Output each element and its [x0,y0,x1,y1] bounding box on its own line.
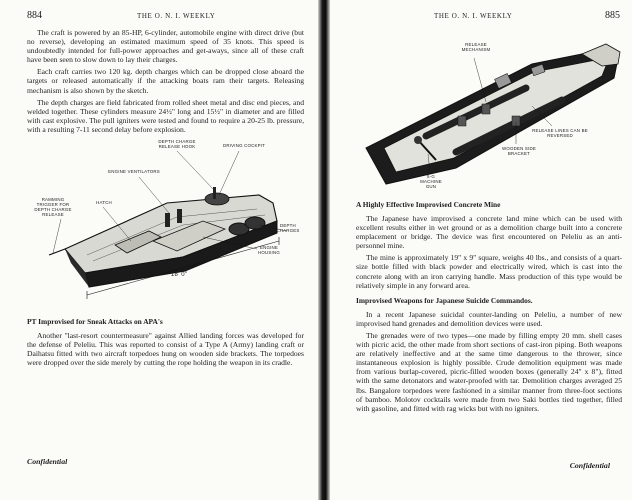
book-gutter [318,0,330,500]
right-page [330,0,632,500]
running-head-left [27,12,304,28]
label-release-mechanism: RELEASE MECHANISM [461,42,491,52]
suicide-boat-drawing [27,137,303,311]
paragraph: The depth charges are field fabricated from rolled sheet metal and disc end pieces, and welded together. These cylinders measure 24½" long and 15½" in diameter and are filled with cast explosive. The pull igniters were tested and found to require a 20-25 lb. pressure, with a resulting 7-11 second delay before explosion. [27,97,304,134]
label-hatch: HATCH [96,200,112,206]
label-machine-gun: 5-G MACHINE GUN [420,174,442,189]
label-engine-housing: ENGINE HOUSING [258,245,280,256]
paragraph: The Japanese have improvised a concrete land mine which can be used with excellent results either in wet ground or as a demolition charge built into a concrete emplacement or bridge. The device was first encountered on Peleliu as an anti-personnel mine. [356,214,622,251]
label-depth-charge-release-hook: DEPTH CHARGE RELEASE HOOK [158,139,196,150]
paragraph: Another "last-resort countermeasure" against Allied landing forces was developed for the defense of Peleliu. This was reported to consist of a Type A (Army) landing craft or Daihatsu fitted with two aircraft torpedoes hung on wooden side brackets. The torpedoes were dropped over the side merely by cutting the rope holding the weapon in its cradle. [27,331,304,368]
paragraph: The mine is approximately 19" x 9" square, weighs 40 lbs., and consists of a quart-size bottle filled with black powder and electrically wired, which is cast into the concrete along with an iron carrying handle. Mass production of this type would be relatively simple in any forward area. [356,253,622,290]
running-head-right [356,12,622,28]
running-title-right: THE O. N. I. WEEKLY [434,12,513,20]
label-driving-cockpit: DRIVING COCKPIT [222,143,266,149]
label-release-lines: RELEASE LINES CAN BE REVERSED [532,128,588,138]
section-heading-pt: PT Improvised for Sneak Attacks on APA's [27,317,163,327]
section-heading-concrete-mine: A Highly Effective Improvised Concrete Mine [356,200,501,209]
paragraph: The grenades were of two types—one made by filling empty 20 mm. shell cases with picric acid, the other made from short sections of cast-iron piping. Both weapons are relatively ineffective and at the same time dangerous to the thrower, since instantaneous explosion is highly possible. Crude demolition equipment was made from various burlap-covered, picric-filled wooden boxes (generally 24" x 8"), fitted with the same detonators and water-proofed with tar. Demolition charges averaged 25 lbs. Bangalore torpedoes were fashioned in a similar manner from three-foot sections of bamboo. Molotov cocktails were made from two Saki bottles tied together, filled with gasoline, and fitted with rag wicks but with no igniters. [356,330,622,413]
landing-craft-figure [356,36,622,194]
landing-craft-drawing [356,36,622,194]
page-number-right: 885 [605,10,620,21]
paragraph: The craft is powered by an 85-HP, 6-cylinder, automobile engine with direct drive (but no reverse), developing an estimated maximum speed of 35 knots. This speed is undoubtedly intended for full-power approaches and get-aways, since all of these craft have been seen to slow down to lay their charges. [27,28,304,65]
label-length: 18' 0" [170,272,188,279]
label-wooden-side-bracket: WOODEN SIDE BRACKET [502,146,536,156]
label-depth-charges: DEPTH CHARGES [276,223,300,234]
footer-confidential-left: Confidential [27,457,68,466]
paragraph: Each craft carries two 120 kg. depth charges which can be dropped close aboard the targets or released automatically if the attacking boats ram their targets. Releasing mechanism is also shown by the sketch. [27,67,304,95]
page-number-left: 884 [27,10,42,21]
paragraph: In a recent Japanese suicidal counter-landing on Peleliu, a number of new improvised hand grenades and demolition devices were used. [356,309,622,328]
suicide-boat-figure [27,137,304,311]
running-title-left: THE O. N. I. WEEKLY [137,12,216,20]
section-heading-suicide-commandos: Improvised Weapons for Japanese Suicide Commandos. [356,295,533,305]
label-engine-ventilators: ENGINE VENTILATORS [108,169,160,175]
footer-confidential-right: Confidential [569,461,610,470]
label-ramming-trigger: RAMMING TRIGGER FOR DEPTH CHARGE RELEASE [34,197,72,218]
